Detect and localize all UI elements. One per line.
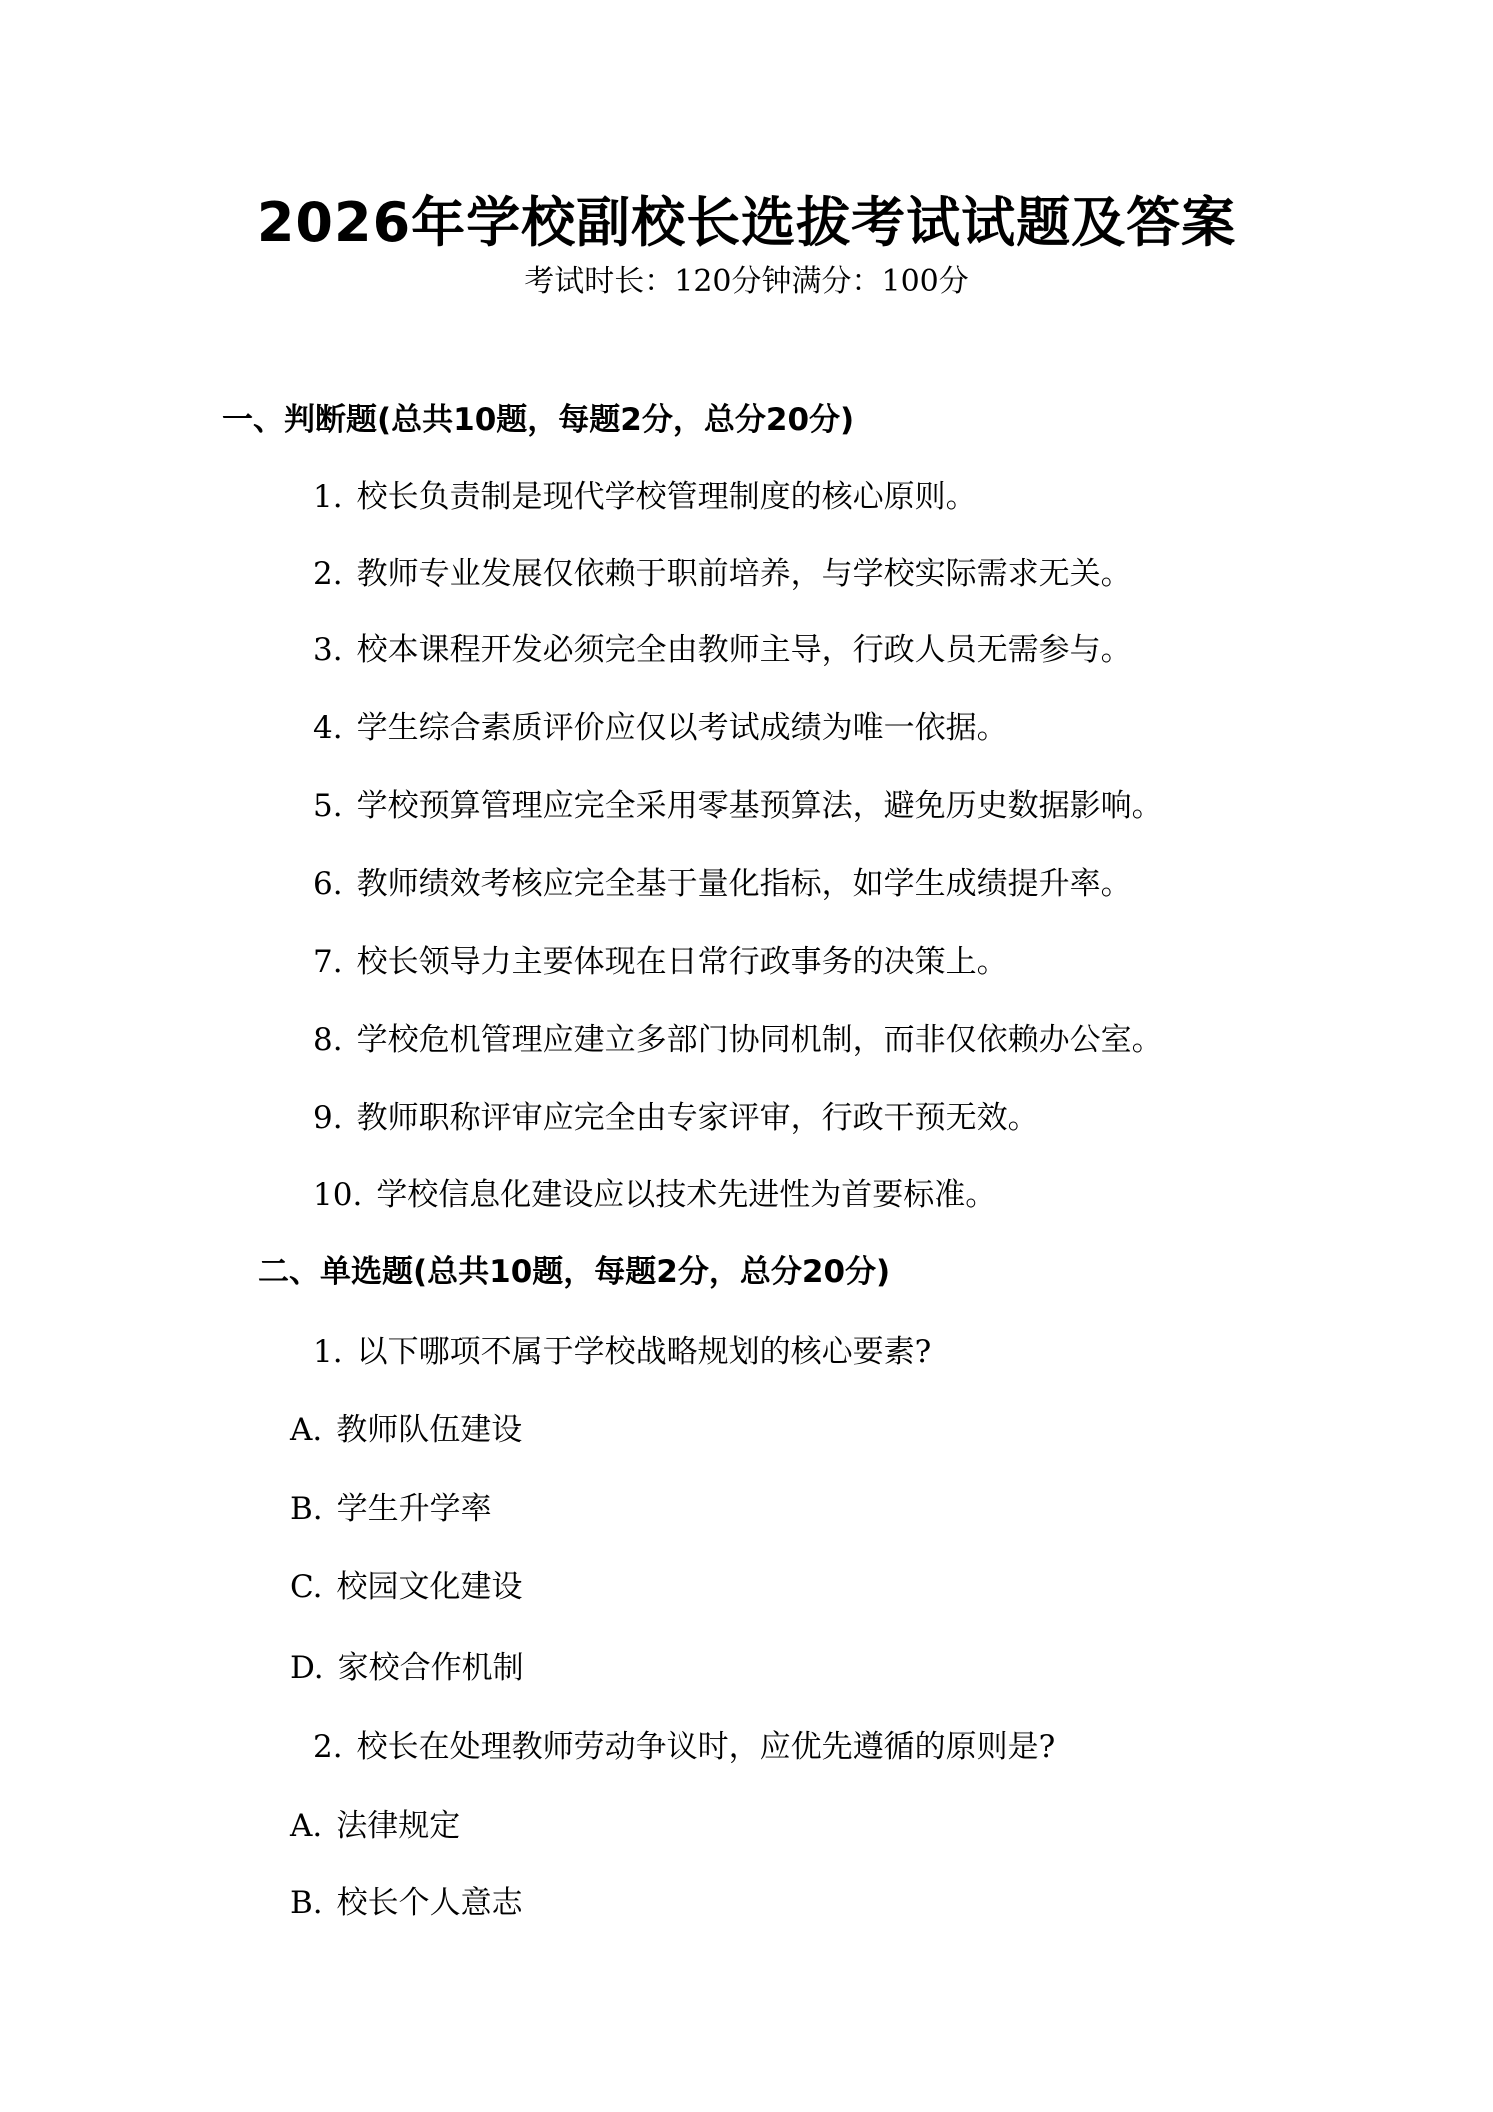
question-item — [313, 1096, 1039, 1140]
option-label: A. — [290, 1412, 323, 1448]
question-text: 教师职称评审应完全由专家评审，行政干预无效。 — [356, 1100, 1039, 1136]
section-heading-single-choice: 二、单选题(总共10题，每题2分，总分20分) — [258, 1254, 891, 1290]
question-number: 1. — [313, 1334, 343, 1370]
option-text: 校园文化建设 — [336, 1569, 523, 1605]
section-heading-true-false: 一、判断题(总共10题，每题2分，总分20分) — [222, 402, 855, 438]
question-text: 教师专业发展仅依赖于职前培养，与学校实际需求无关。 — [356, 556, 1132, 592]
question-text: 校长领导力主要体现在日常行政事务的决策上。 — [356, 944, 1008, 980]
option-label: B. — [290, 1491, 323, 1527]
document-title: 2026年学校副校长选拔考试试题及答案 — [256, 191, 1237, 254]
question-text: 校长在处理教师劳动争议时，应优先遵循的原则是? — [356, 1729, 1056, 1765]
question-item — [313, 552, 1132, 596]
option-text: 学生升学率 — [336, 1491, 492, 1527]
question-item — [313, 706, 1008, 750]
question-text: 学校危机管理应建立多部门协同机制，而非仅依赖办公室。 — [356, 1022, 1163, 1058]
option-label: B. — [290, 1885, 323, 1921]
option-text: 校长个人意志 — [336, 1885, 523, 1921]
question-item — [313, 1173, 996, 1217]
question-text: 以下哪项不属于学校战略规划的核心要素? — [356, 1334, 932, 1370]
question-number: 9. — [313, 1100, 343, 1136]
option-item — [290, 1565, 522, 1609]
option-text: 教师队伍建设 — [336, 1412, 523, 1448]
question-item — [313, 1725, 1055, 1769]
question-number: 3. — [313, 632, 343, 668]
question-item — [313, 1018, 1163, 1062]
option-item — [290, 1804, 460, 1848]
option-item — [290, 1487, 492, 1531]
question-number: 5. — [313, 788, 343, 824]
question-number: 10. — [313, 1177, 363, 1213]
question-number: 6. — [313, 866, 343, 902]
option-label: D. — [290, 1650, 324, 1686]
question-text: 教师绩效考核应完全基于量化指标，如学生成绩提升率。 — [356, 866, 1132, 902]
question-text: 学生综合素质评价应仅以考试成绩为唯一依据。 — [356, 710, 1008, 746]
question-item — [313, 784, 1163, 828]
option-text: 法律规定 — [336, 1808, 461, 1844]
question-item — [313, 1330, 931, 1374]
option-text: 家校合作机制 — [337, 1650, 524, 1686]
question-number: 1. — [313, 479, 343, 515]
question-item — [313, 475, 977, 519]
question-number: 2. — [313, 556, 343, 592]
question-number: 7. — [313, 944, 343, 980]
question-item — [313, 940, 1008, 984]
question-text: 校长负责制是现代学校管理制度的核心原则。 — [356, 479, 977, 515]
question-text: 学校信息化建设应以技术先进性为首要标准。 — [376, 1177, 997, 1213]
question-item — [313, 628, 1132, 672]
question-text: 学校预算管理应完全采用零基预算法，避免历史数据影响。 — [356, 788, 1163, 824]
option-item — [290, 1881, 523, 1925]
option-item — [290, 1646, 524, 1690]
question-number: 8. — [313, 1022, 343, 1058]
question-number: 4. — [313, 710, 343, 746]
document-subtitle: 考试时长：120分钟满分：100分 — [524, 264, 969, 299]
question-item — [313, 862, 1132, 906]
question-text: 校本课程开发必须完全由教师主导，行政人员无需参与。 — [356, 632, 1132, 668]
question-number: 2. — [313, 1729, 343, 1765]
option-item — [290, 1408, 522, 1452]
option-label: A. — [290, 1808, 323, 1844]
option-label: C. — [290, 1569, 323, 1605]
